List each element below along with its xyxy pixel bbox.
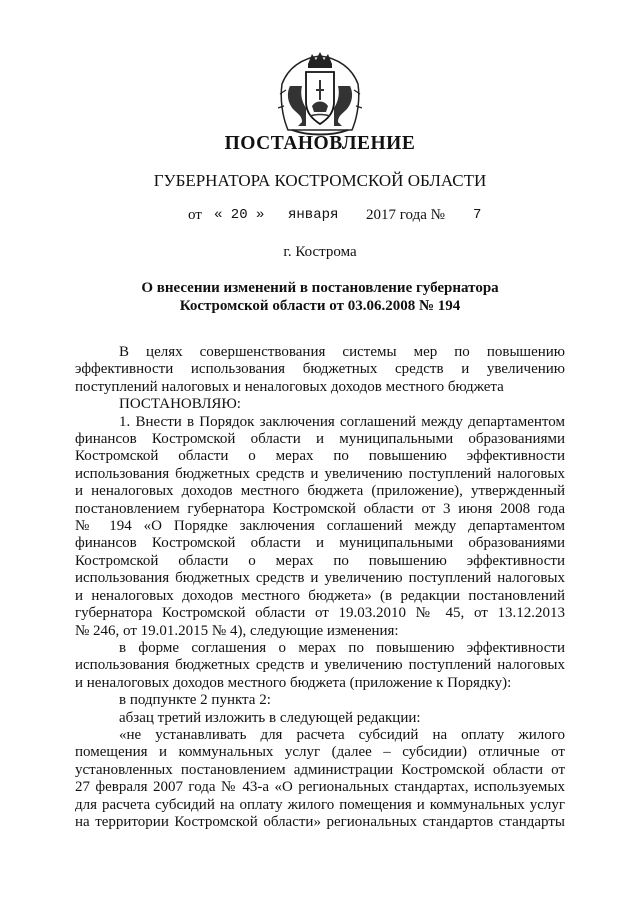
body-line: 27 февраля 2007 года № 43-а «О региональных стандартах, используемых <box>75 779 565 796</box>
date-month: января <box>288 207 339 223</box>
body-line: Костромской области о мерах по повышению эффективности <box>75 552 565 569</box>
body-line: № 246, от 19.01.2015 № 4), следующие изменения: <box>75 622 399 639</box>
body-line: установленных постановлением администрации Костромской области от <box>75 761 565 778</box>
body-line: эффективности использования бюджетных средств и увеличению <box>75 361 565 378</box>
body-line: для расчета субсидий на оплату жилого помещения и коммунальных услуг <box>75 796 565 813</box>
body-line: финансов Костромской области и муниципальными образованиями <box>75 431 565 448</box>
body-line: использования бюджетных средств и увеличению поступлений налоговых <box>75 570 565 587</box>
document-heading <box>90 279 550 315</box>
date-year: 2017 года № <box>366 207 445 223</box>
body-line: абзац третий изложить в следующей редакции: <box>119 709 421 726</box>
body-line: и неналоговых доходов местного бюджета (приложение), утвержденный <box>75 483 565 500</box>
body-line: В целях совершенствования системы мер по повышению <box>119 344 565 360</box>
body-line: финансов Костромской области и муниципальными образованиями <box>75 535 565 552</box>
date-day: « 20 » <box>214 207 265 223</box>
body-line: в форме соглашения о мерах по повышению эффективности <box>119 639 565 656</box>
body-line: № 194 «О Порядке заключения соглашений между департаментом <box>75 518 565 535</box>
document-title: ПОСТАНОВЛЕНИЕ <box>224 133 416 154</box>
document-body <box>75 344 565 831</box>
body-line: 1. Внести в Порядок заключения соглашений между департаментом <box>119 413 565 430</box>
body-line: в подпункте 2 пункта 2: <box>119 692 271 709</box>
body-line: Костромской области о мерах по повышению эффективности <box>75 448 565 465</box>
body-line: и неналоговых доходов местного бюджета (приложение к Порядку): <box>75 674 512 691</box>
body-line: помещения и коммунальных услуг (далее – субсидии) отличные от <box>75 744 565 761</box>
document-number: 7 <box>473 207 482 223</box>
date-prefix: от <box>188 207 202 223</box>
heading-line: Костромской области от 03.06.2008 № 194 <box>179 298 461 314</box>
body-line: поступлений налоговых и неналоговых доходов местного бюджета <box>75 378 504 395</box>
body-line: ПОСТАНОВЛЯЮ: <box>119 396 241 413</box>
body-line: постановлением губернатора Костромской области от 3 июня 2008 года <box>75 500 565 517</box>
body-line: использования бюджетных средств и увеличению поступлений налоговых <box>75 465 565 482</box>
body-line: использования бюджетных средств и увеличению поступлений налоговых <box>75 657 565 674</box>
body-line: и неналоговых доходов местного бюджета» (в редакции постановлений <box>75 587 565 604</box>
city-name: г. Кострома <box>283 244 357 260</box>
heading-line: О внесении изменений в постановление губернатора <box>141 280 499 296</box>
coat-of-arms-emblem <box>272 50 368 138</box>
body-line: губернатора Костромской области от 19.03.2010 № 45, от 13.12.2013 <box>75 605 565 622</box>
body-line: «не устанавливать для расчета субсидий на оплату жилого <box>119 726 565 743</box>
issuer-title: ГУБЕРНАТОРА КОСТРОМСКОЙ ОБЛАСТИ <box>153 171 487 190</box>
body-line: на территории Костромской области» региональных стандартов стандарты <box>75 813 565 830</box>
